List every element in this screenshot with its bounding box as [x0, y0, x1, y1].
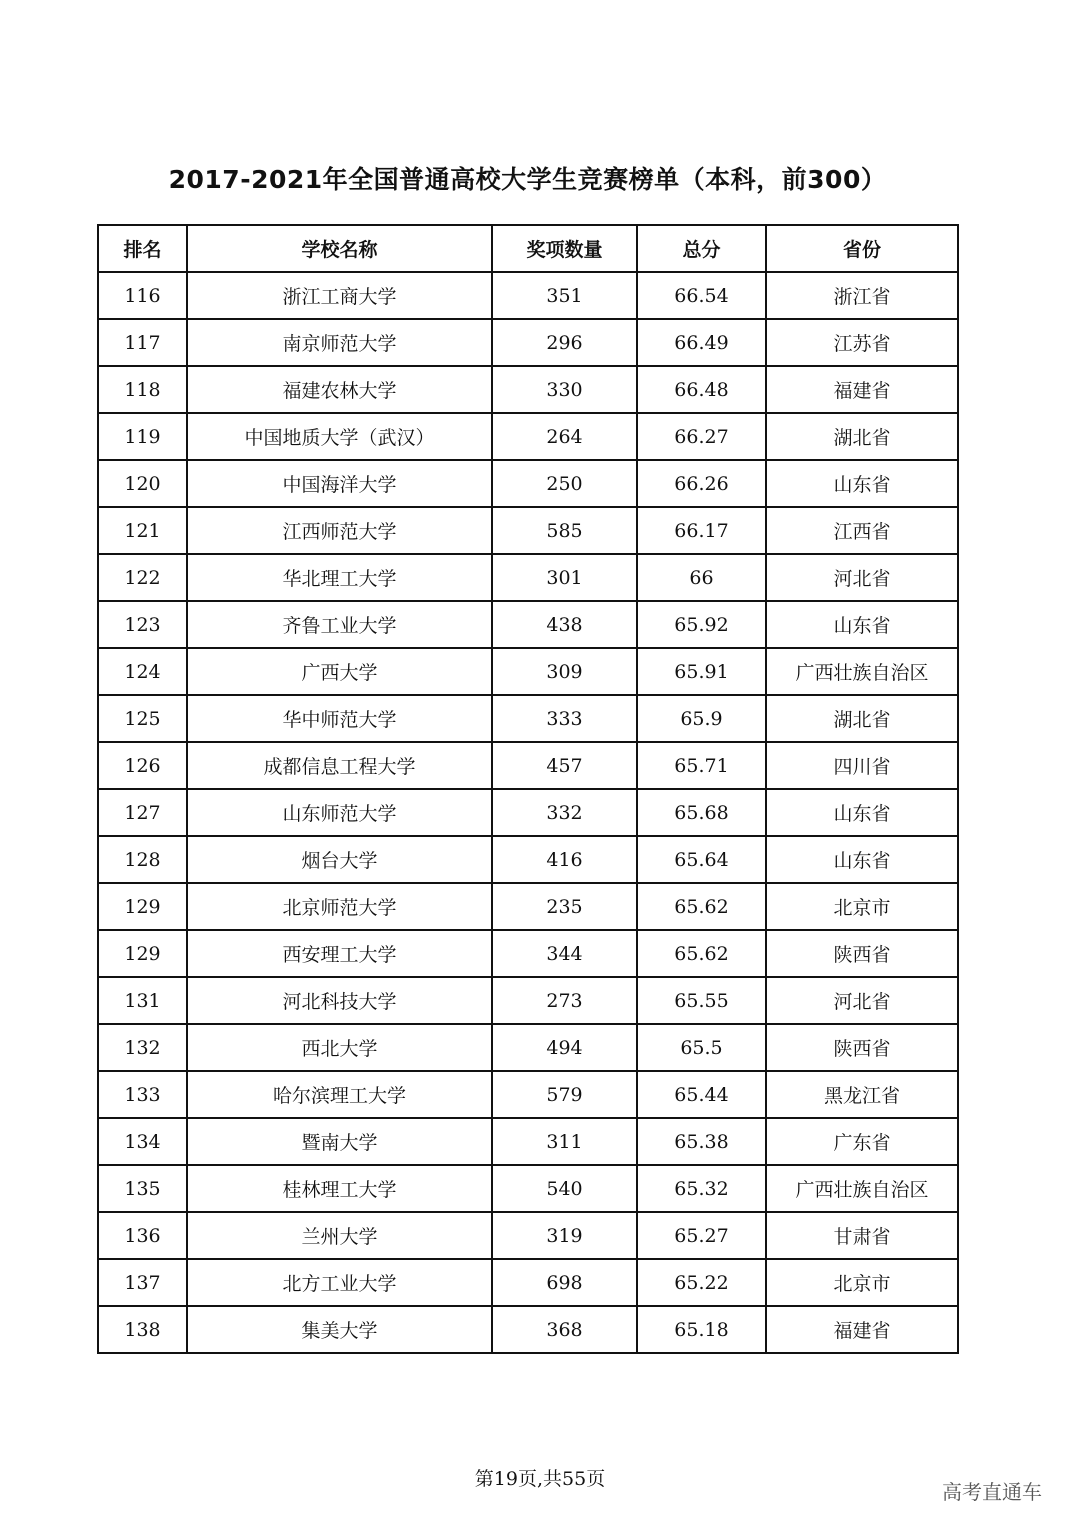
score-cell: 65.27 [637, 1212, 766, 1259]
table-row [98, 977, 958, 1024]
score-cell: 66.49 [637, 319, 766, 366]
school-cell: 山东师范大学 [187, 789, 492, 836]
rank-cell: 131 [98, 977, 187, 1024]
table-row [98, 319, 958, 366]
school-cell: 福建农林大学 [187, 366, 492, 413]
province-cell: 江苏省 [766, 319, 958, 366]
awards-cell: 332 [492, 789, 637, 836]
header-awards: 奖项数量 [492, 225, 637, 272]
school-cell: 暨南大学 [187, 1118, 492, 1165]
score-cell: 65.64 [637, 836, 766, 883]
rank-cell: 138 [98, 1306, 187, 1353]
awards-cell: 273 [492, 977, 637, 1024]
awards-cell: 330 [492, 366, 637, 413]
province-cell: 河北省 [766, 554, 958, 601]
table-row [98, 695, 958, 742]
school-cell: 中国海洋大学 [187, 460, 492, 507]
awards-cell: 311 [492, 1118, 637, 1165]
table-row [98, 413, 958, 460]
table-row [98, 1071, 958, 1118]
school-cell: 江西师范大学 [187, 507, 492, 554]
table-row [98, 836, 958, 883]
score-cell: 65.32 [637, 1165, 766, 1212]
province-cell: 广东省 [766, 1118, 958, 1165]
rank-cell: 132 [98, 1024, 187, 1071]
province-cell: 福建省 [766, 366, 958, 413]
header-province: 省份 [766, 225, 958, 272]
score-cell: 66.54 [637, 272, 766, 319]
school-cell: 西安理工大学 [187, 930, 492, 977]
table-row [98, 1024, 958, 1071]
score-cell: 65.68 [637, 789, 766, 836]
ranking-table [97, 224, 959, 1354]
table-row [98, 272, 958, 319]
school-cell: 哈尔滨理工大学 [187, 1071, 492, 1118]
rank-cell: 116 [98, 272, 187, 319]
school-cell: 华中师范大学 [187, 695, 492, 742]
table-row [98, 1118, 958, 1165]
awards-cell: 319 [492, 1212, 637, 1259]
rank-cell: 137 [98, 1259, 187, 1306]
awards-cell: 301 [492, 554, 637, 601]
awards-cell: 457 [492, 742, 637, 789]
score-cell: 65.62 [637, 930, 766, 977]
header-school: 学校名称 [187, 225, 492, 272]
province-cell: 浙江省 [766, 272, 958, 319]
rank-cell: 123 [98, 601, 187, 648]
table-row [98, 554, 958, 601]
table-row [98, 930, 958, 977]
table-row [98, 742, 958, 789]
score-cell: 66.26 [637, 460, 766, 507]
table-row [98, 883, 958, 930]
school-cell: 桂林理工大学 [187, 1165, 492, 1212]
province-cell: 黑龙江省 [766, 1071, 958, 1118]
table-row [98, 460, 958, 507]
awards-cell: 264 [492, 413, 637, 460]
rank-cell: 126 [98, 742, 187, 789]
province-cell: 山东省 [766, 836, 958, 883]
school-cell: 南京师范大学 [187, 319, 492, 366]
awards-cell: 540 [492, 1165, 637, 1212]
school-cell: 西北大学 [187, 1024, 492, 1071]
score-cell: 65.22 [637, 1259, 766, 1306]
province-cell: 河北省 [766, 977, 958, 1024]
score-cell: 65.5 [637, 1024, 766, 1071]
province-cell: 陕西省 [766, 1024, 958, 1071]
school-cell: 北方工业大学 [187, 1259, 492, 1306]
school-cell: 河北科技大学 [187, 977, 492, 1024]
awards-cell: 351 [492, 272, 637, 319]
page-number: 第19页,共55页 [474, 1468, 606, 1490]
awards-cell: 235 [492, 883, 637, 930]
header-rank: 排名 [98, 225, 187, 272]
score-cell: 65.44 [637, 1071, 766, 1118]
school-cell: 华北理工大学 [187, 554, 492, 601]
school-cell: 兰州大学 [187, 1212, 492, 1259]
awards-cell: 333 [492, 695, 637, 742]
province-cell: 湖北省 [766, 413, 958, 460]
province-cell: 广西壮族自治区 [766, 1165, 958, 1212]
awards-cell: 698 [492, 1259, 637, 1306]
school-cell: 集美大学 [187, 1306, 492, 1353]
school-cell: 成都信息工程大学 [187, 742, 492, 789]
awards-cell: 579 [492, 1071, 637, 1118]
province-cell: 福建省 [766, 1306, 958, 1353]
score-cell: 65.71 [637, 742, 766, 789]
rank-cell: 134 [98, 1118, 187, 1165]
score-cell: 65.91 [637, 648, 766, 695]
score-cell: 65.38 [637, 1118, 766, 1165]
table-row [98, 601, 958, 648]
header-score: 总分 [637, 225, 766, 272]
province-cell: 江西省 [766, 507, 958, 554]
rank-cell: 120 [98, 460, 187, 507]
awards-cell: 416 [492, 836, 637, 883]
table-row [98, 507, 958, 554]
province-cell: 陕西省 [766, 930, 958, 977]
score-cell: 66.17 [637, 507, 766, 554]
rank-cell: 117 [98, 319, 187, 366]
province-cell: 山东省 [766, 460, 958, 507]
awards-cell: 494 [492, 1024, 637, 1071]
school-cell: 北京师范大学 [187, 883, 492, 930]
watermark: 高考直通车 [942, 1480, 1042, 1504]
rank-cell: 127 [98, 789, 187, 836]
score-cell: 65.9 [637, 695, 766, 742]
rank-cell: 119 [98, 413, 187, 460]
rank-cell: 118 [98, 366, 187, 413]
score-cell: 66.27 [637, 413, 766, 460]
province-cell: 广西壮族自治区 [766, 648, 958, 695]
table-row [98, 648, 958, 695]
table-row [98, 1259, 958, 1306]
rank-cell: 121 [98, 507, 187, 554]
rank-cell: 125 [98, 695, 187, 742]
province-cell: 北京市 [766, 1259, 958, 1306]
rank-cell: 135 [98, 1165, 187, 1212]
awards-cell: 368 [492, 1306, 637, 1353]
school-cell: 烟台大学 [187, 836, 492, 883]
rank-cell: 129 [98, 883, 187, 930]
score-cell: 66.48 [637, 366, 766, 413]
score-cell: 65.18 [637, 1306, 766, 1353]
awards-cell: 309 [492, 648, 637, 695]
awards-cell: 250 [492, 460, 637, 507]
table-row [98, 1212, 958, 1259]
province-cell: 山东省 [766, 789, 958, 836]
table-row [98, 366, 958, 413]
awards-cell: 585 [492, 507, 637, 554]
province-cell: 山东省 [766, 601, 958, 648]
school-cell: 广西大学 [187, 648, 492, 695]
score-cell: 66 [637, 554, 766, 601]
rank-cell: 124 [98, 648, 187, 695]
table-row [98, 1165, 958, 1212]
rank-cell: 129 [98, 930, 187, 977]
awards-cell: 344 [492, 930, 637, 977]
awards-cell: 296 [492, 319, 637, 366]
rank-cell: 136 [98, 1212, 187, 1259]
score-cell: 65.55 [637, 977, 766, 1024]
table-row [98, 1306, 958, 1353]
province-cell: 北京市 [766, 883, 958, 930]
page-title: 2017-2021年全国普通高校大学生竞赛榜单（本科，前300） [168, 165, 887, 194]
province-cell: 湖北省 [766, 695, 958, 742]
score-cell: 65.92 [637, 601, 766, 648]
rank-cell: 128 [98, 836, 187, 883]
table-row [98, 789, 958, 836]
school-cell: 中国地质大学（武汉） [187, 413, 492, 460]
table-header-row [98, 225, 958, 272]
province-cell: 四川省 [766, 742, 958, 789]
school-cell: 浙江工商大学 [187, 272, 492, 319]
score-cell: 65.62 [637, 883, 766, 930]
rank-cell: 133 [98, 1071, 187, 1118]
rank-cell: 122 [98, 554, 187, 601]
awards-cell: 438 [492, 601, 637, 648]
school-cell: 齐鲁工业大学 [187, 601, 492, 648]
province-cell: 甘肃省 [766, 1212, 958, 1259]
